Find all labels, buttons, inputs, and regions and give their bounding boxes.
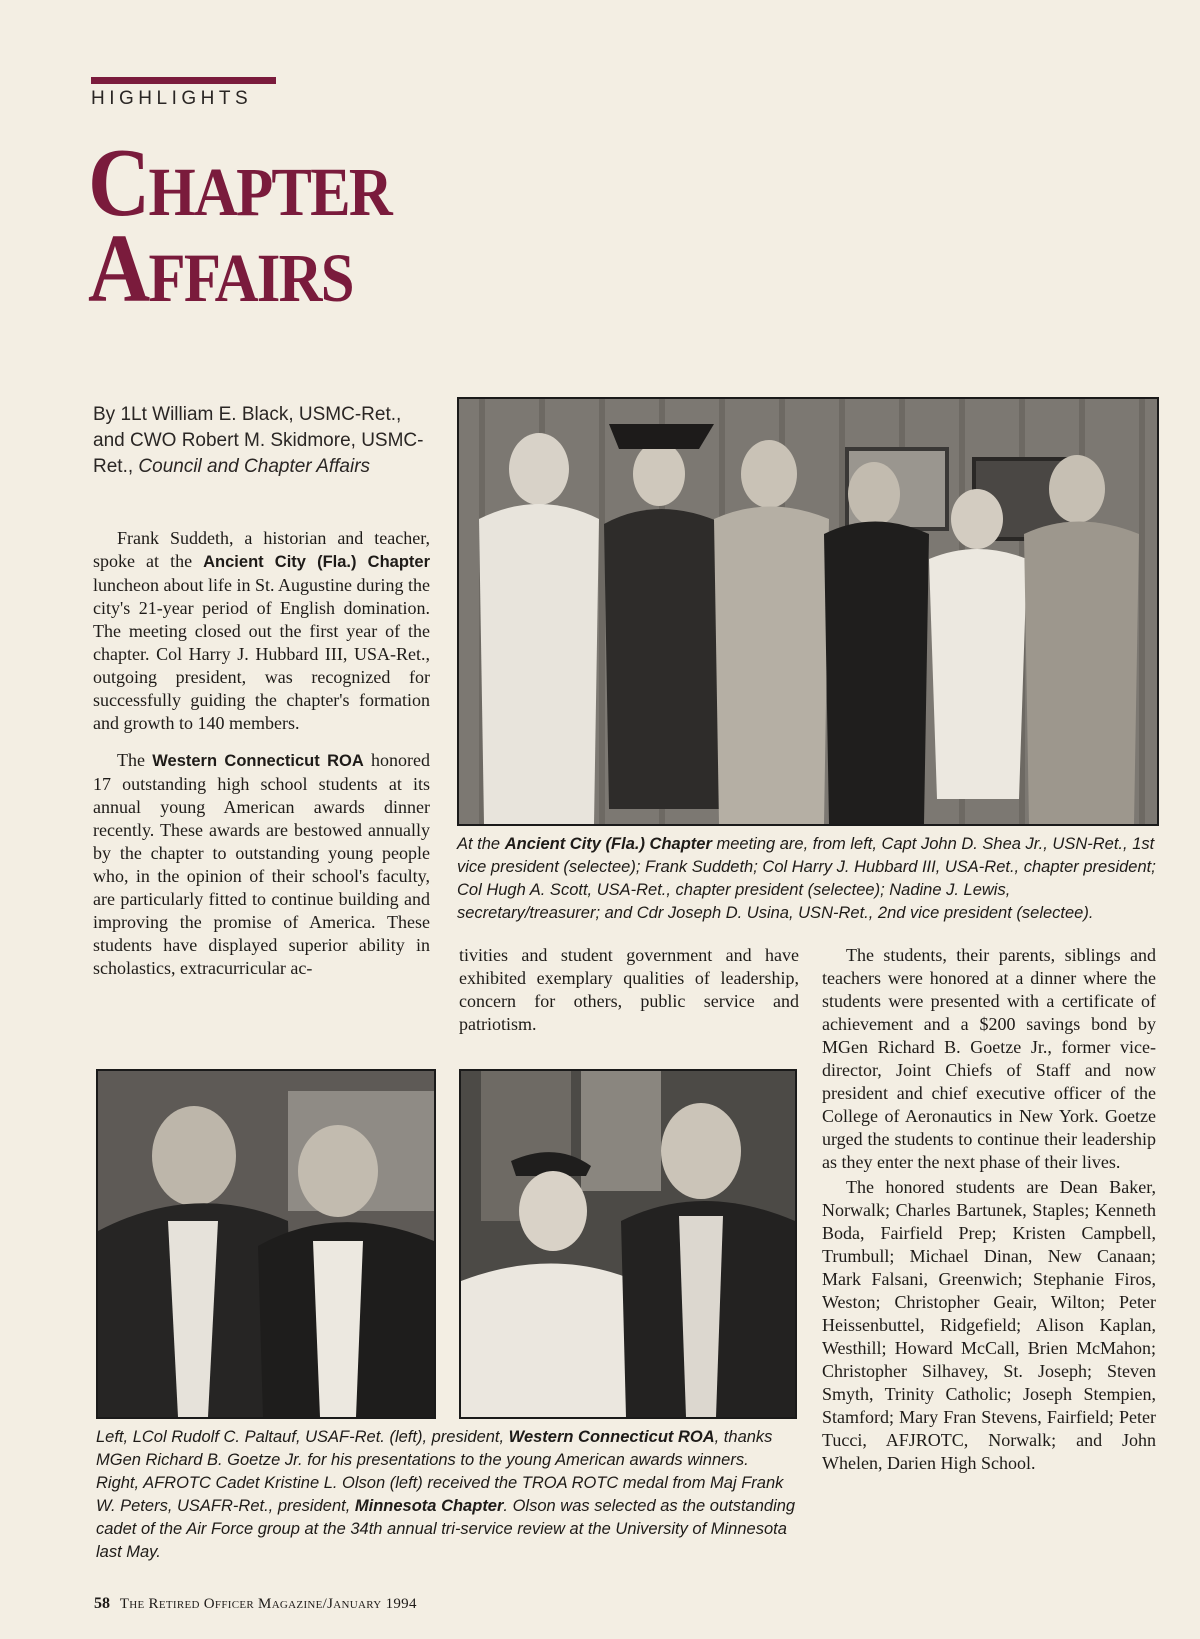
article-paragraph-2-continued: tivities and student government and have exhibited exemplary qualities of leadership, concern for others, public service and patriotism. [459,945,799,1034]
caption-bottom-photos: Left, LCol Rudolf C. Paltauf, USAF-Ret. (left), president, Western Connecticut ROA, thanks MGen Richard B. Goetze Jr. for his presentations to the young American awards winners. Right, AFROTC Cadet Kristine L. Olson (left) received the TROA ROTC medal from Maj Frank W. Peters, USAFR-Ret., president, Minnesota Chapter. Olson was selected as the outstanding cadet of the Air Force group at the 34th annual tri-service review at the University of Minnesota last May. [96,1428,796,1561]
byline-affiliation: Council and Chapter Affairs [138,456,371,477]
header-rule [91,77,276,84]
photo-minnesota-chapter [459,1069,797,1419]
publication-name: The Retired Officer Magazine/January 1994 [119,1596,417,1612]
article-column-middle [459,944,799,1036]
byline [93,402,433,480]
article-paragraph-1: Frank Suddeth, a historian and teacher, spoke at the Ancient City (Fla.) Chapter luncheon about life in St. Augustine during the city's 21-year period of English domination. The meeting closed out the first year of the chapter. Col Harry J. Hubbard III, USA-Ret., outgoing president, was recognized for successfully guiding the chapter's formation and growth to 140 members. [93,528,430,733]
page-title [88,129,448,324]
section-label: HIGHLIGHTS [91,88,253,109]
article-paragraph-2: The Western Connecticut ROA honored 17 outstanding high school students at its annual young American awards dinner recently. These awards are bestowed annually by the chapter to outstanding young people who, in the opinion of their school's faculty, are particularly fitted to continue building and improving the promise of America. These students have displayed superior ability in scholastics, extracurricular ac- [93,750,430,978]
caption-top-photo: At the Ancient City (Fla.) Chapter meeting are, from left, Capt John D. Shea Jr., USN-Ret., 1st vice president (selectee); Frank Suddeth; Col Harry J. Hubbard III, USA-Ret., chapter president; Col Hugh A. Scott, USA-Ret., chapter president (selectee); Nadine J. Lewis, secretary/treasurer; and Cdr Joseph D. Usina, USN-Ret., 2nd vice president (selectee). [457,835,1156,922]
portrait-photo-icon [461,1071,795,1417]
page-footer [94,1595,417,1613]
article-column-right [822,944,1156,1475]
photo-ancient-city-chapter [457,397,1159,826]
portrait-photo-icon [98,1071,434,1417]
article-paragraph-3: The students, their parents, siblings and teachers were honored at a dinner where the students were presented with a certificate of achievement and a $200 savings bond by MGen Richard B. Goetze Jr., former vice-director, Joint Chiefs of Staff and now president and chief executive officer of the College of Aeronautics in New York. Goetze urged the students to continue their leadership as they enter the next phase of their lives. [822,945,1156,1172]
photo-western-connecticut-roa [96,1069,436,1419]
page-number: 58 [94,1595,110,1612]
title-line-2: Affairs [88,215,353,324]
byline-authors: By 1Lt William E. Black, USMC-Ret., and CWO Robert M. Skidmore, USMC-Ret., [93,404,424,477]
title-line-1: Chapter [88,129,391,237]
article-paragraph-4: The honored students are Dean Baker, Norwalk; Charles Bartunek, Staples; Kenneth Boda, Fairfield Prep; Kristen Campbell, Trumbull; Michael Dinan, New Canaan; Mark Falsani, Greenwich; Stephanie Firos, Weston; Christopher Geair, Wilton; Peter Heissenbuttel, Ridgefield; Alison Kaplan, Westhill; Howard McCall, Brien McMahon; Christopher Silhavey, St. Joseph; Steven Smyth, Trinity Catholic; Joseph Stempien, Stamford; Mary Fran Stevens, Fairfield; Peter Tucci, AFJROTC, Norwalk; and John Whelen, Darien High School. [822,1177,1156,1473]
group-photo-icon [459,399,1157,824]
article-column-left [93,527,430,980]
